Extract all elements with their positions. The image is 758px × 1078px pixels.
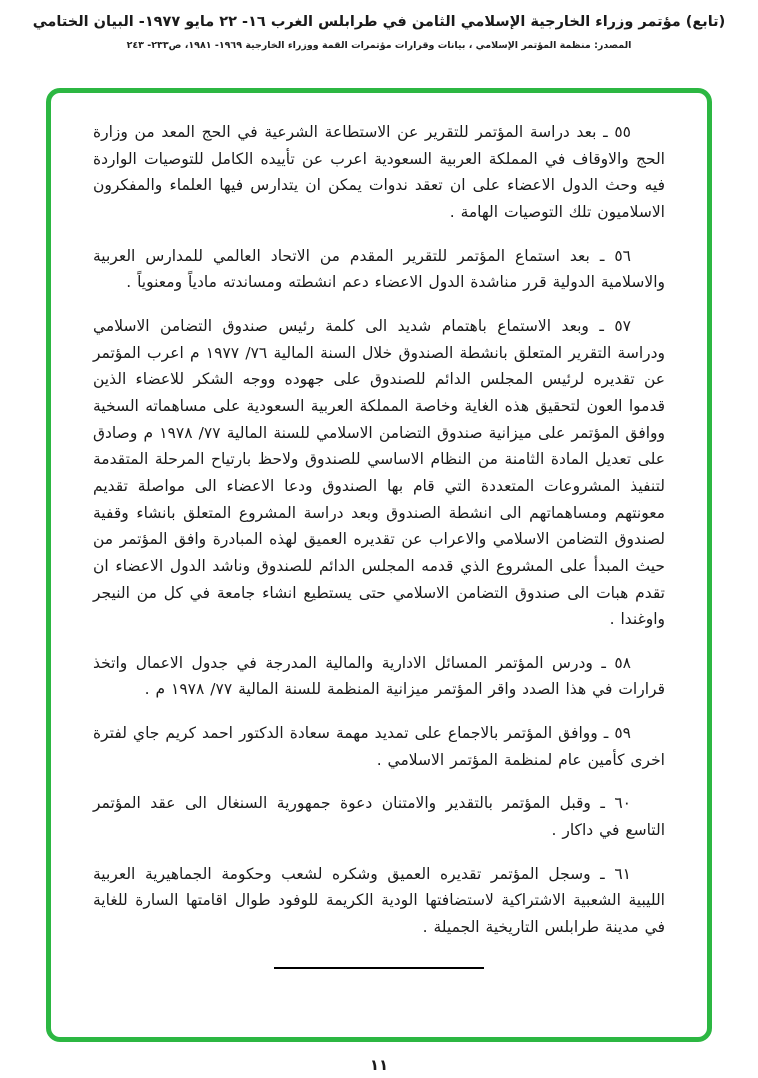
document-header — [0, 0, 758, 51]
paragraph-56: ٥٦ ـ بعد استماع المؤتمر للتقرير المقدم من الاتحاد العالمي للمدارس العربية والاسلامية الدولية قرر مناشدة الدول الاعضاء دعم انشطته ومساندته مادياً ومعنوياً . — [93, 246, 665, 292]
paragraph-61: ٦١ ـ وسجل المؤتمر تقديره العميق وشكره لشعب وحكومة الجماهيرية العربية الليبية الشعبية الاشتراكية لاستضافتها الودية الكريمة للوفود طوال اقامتها السارة للغاية في مدينة طرابلس التاريخية الجميلة . — [93, 864, 665, 937]
paragraph-55: ٥٥ ـ بعد دراسة المؤتمر للتقرير عن الاستطاعة الشرعية في الحج المعد من وزارة الحج والاوقاف في المملكة العربية السعودية اعرب عن تأييده الكامل للتوصيات الواردة فيه وحث الدول الاعضاء على ان تعقد ندوات يمكن ان يتدارس فيها العلماء والمفكرون الاسلاميون تلك التوصيات الهامة . — [93, 123, 665, 221]
source-line: المصدر: منظمة المؤتمر الإسلامي ، بيانات وقرارات مؤتمرات القمة ووزراء الخارجية ١٩٦٩- ١٩٨١، ص٢٣٣- ٢٤٣ — [126, 39, 632, 51]
paragraph-59: ٥٩ ـ ووافق المؤتمر بالاجماع على تمديد مهمة سعادة الدكتور احمد كريم جاي لفترة اخرى كأمين عام لمنظمة المؤتمر الاسلامي . — [93, 724, 665, 769]
paragraph-57: ٥٧ ـ وبعد الاستماع باهتمام شديد الى كلمة رئيس صندوق التضامن الاسلامي ودراسة التقرير المتعلق بانشطة الصندوق خلال السنة المالية ٧٦/ ١٩٧٧ م اعرب المؤتمر عن تقديره لرئيس المجلس الدائم للصندوق على جهوده ووجه الشكر للاعضاء الذين قدموا العون لتحقيق هذه الغاية وخاصة المملكة العربية السعودية على مساهماته السخية ووافق المؤتمر على ميزانية صندوق التضامن الاسلامي للسنة المالية ٧٧/ ١٩٧٨ م وصادق على تعديل المادة الثامنة من النظام الاساسي للصندوق ولاحظ بارتياح المرحلة المتقدمة لتنفيذ المشروعات المتعددة التي قام بها الصندوق ودعا الاعضاء الى مواصلة تقديم معونتهم ومساهماتهم الى انشطة الصندوق وبعد دراسة المشروع المتعلق بانشاء وقفية لصندوق التضامن الاسلامي والاعراب عن تقديره العميق لهذه المبادرة وافق المؤتمر من حيث المبدأ على المشروع الذي قدمه المجلس الدائم للصندوق وناشد الدول الاعضاء ان تقدم هبات الى صندوق التضامن الاسلامي حتى يستطيع انشاء جامعة في كل من النيجر واوغندا . — [93, 316, 666, 629]
paragraph-60: ٦٠ ـ وقبل المؤتمر بالتقدير والامتنان دعوة جمهورية السنغال الى عقد المؤتمر التاسع في داكار . — [93, 794, 665, 840]
paragraph-58: ٥٨ ـ ودرس المؤتمر المسائل الادارية والمالية المدرجة في جدول الاعمال واتخذ قرارات في هذا الصدد واقر المؤتمر ميزانية المنظمة للسنة المالية ٧٧/ ١٩٧٨ م . — [93, 653, 665, 699]
content-box — [46, 88, 712, 1042]
page-number: ١١ — [369, 1056, 389, 1074]
document-title: (تابع) مؤتمر وزراء الخارجية الإسلامي الثامن في طرابلس الغرب ١٦- ٢٢ مايو ١٩٧٧- البيان الختامي — [32, 14, 726, 30]
paragraph-list — [93, 119, 665, 941]
section-divider — [274, 967, 484, 969]
